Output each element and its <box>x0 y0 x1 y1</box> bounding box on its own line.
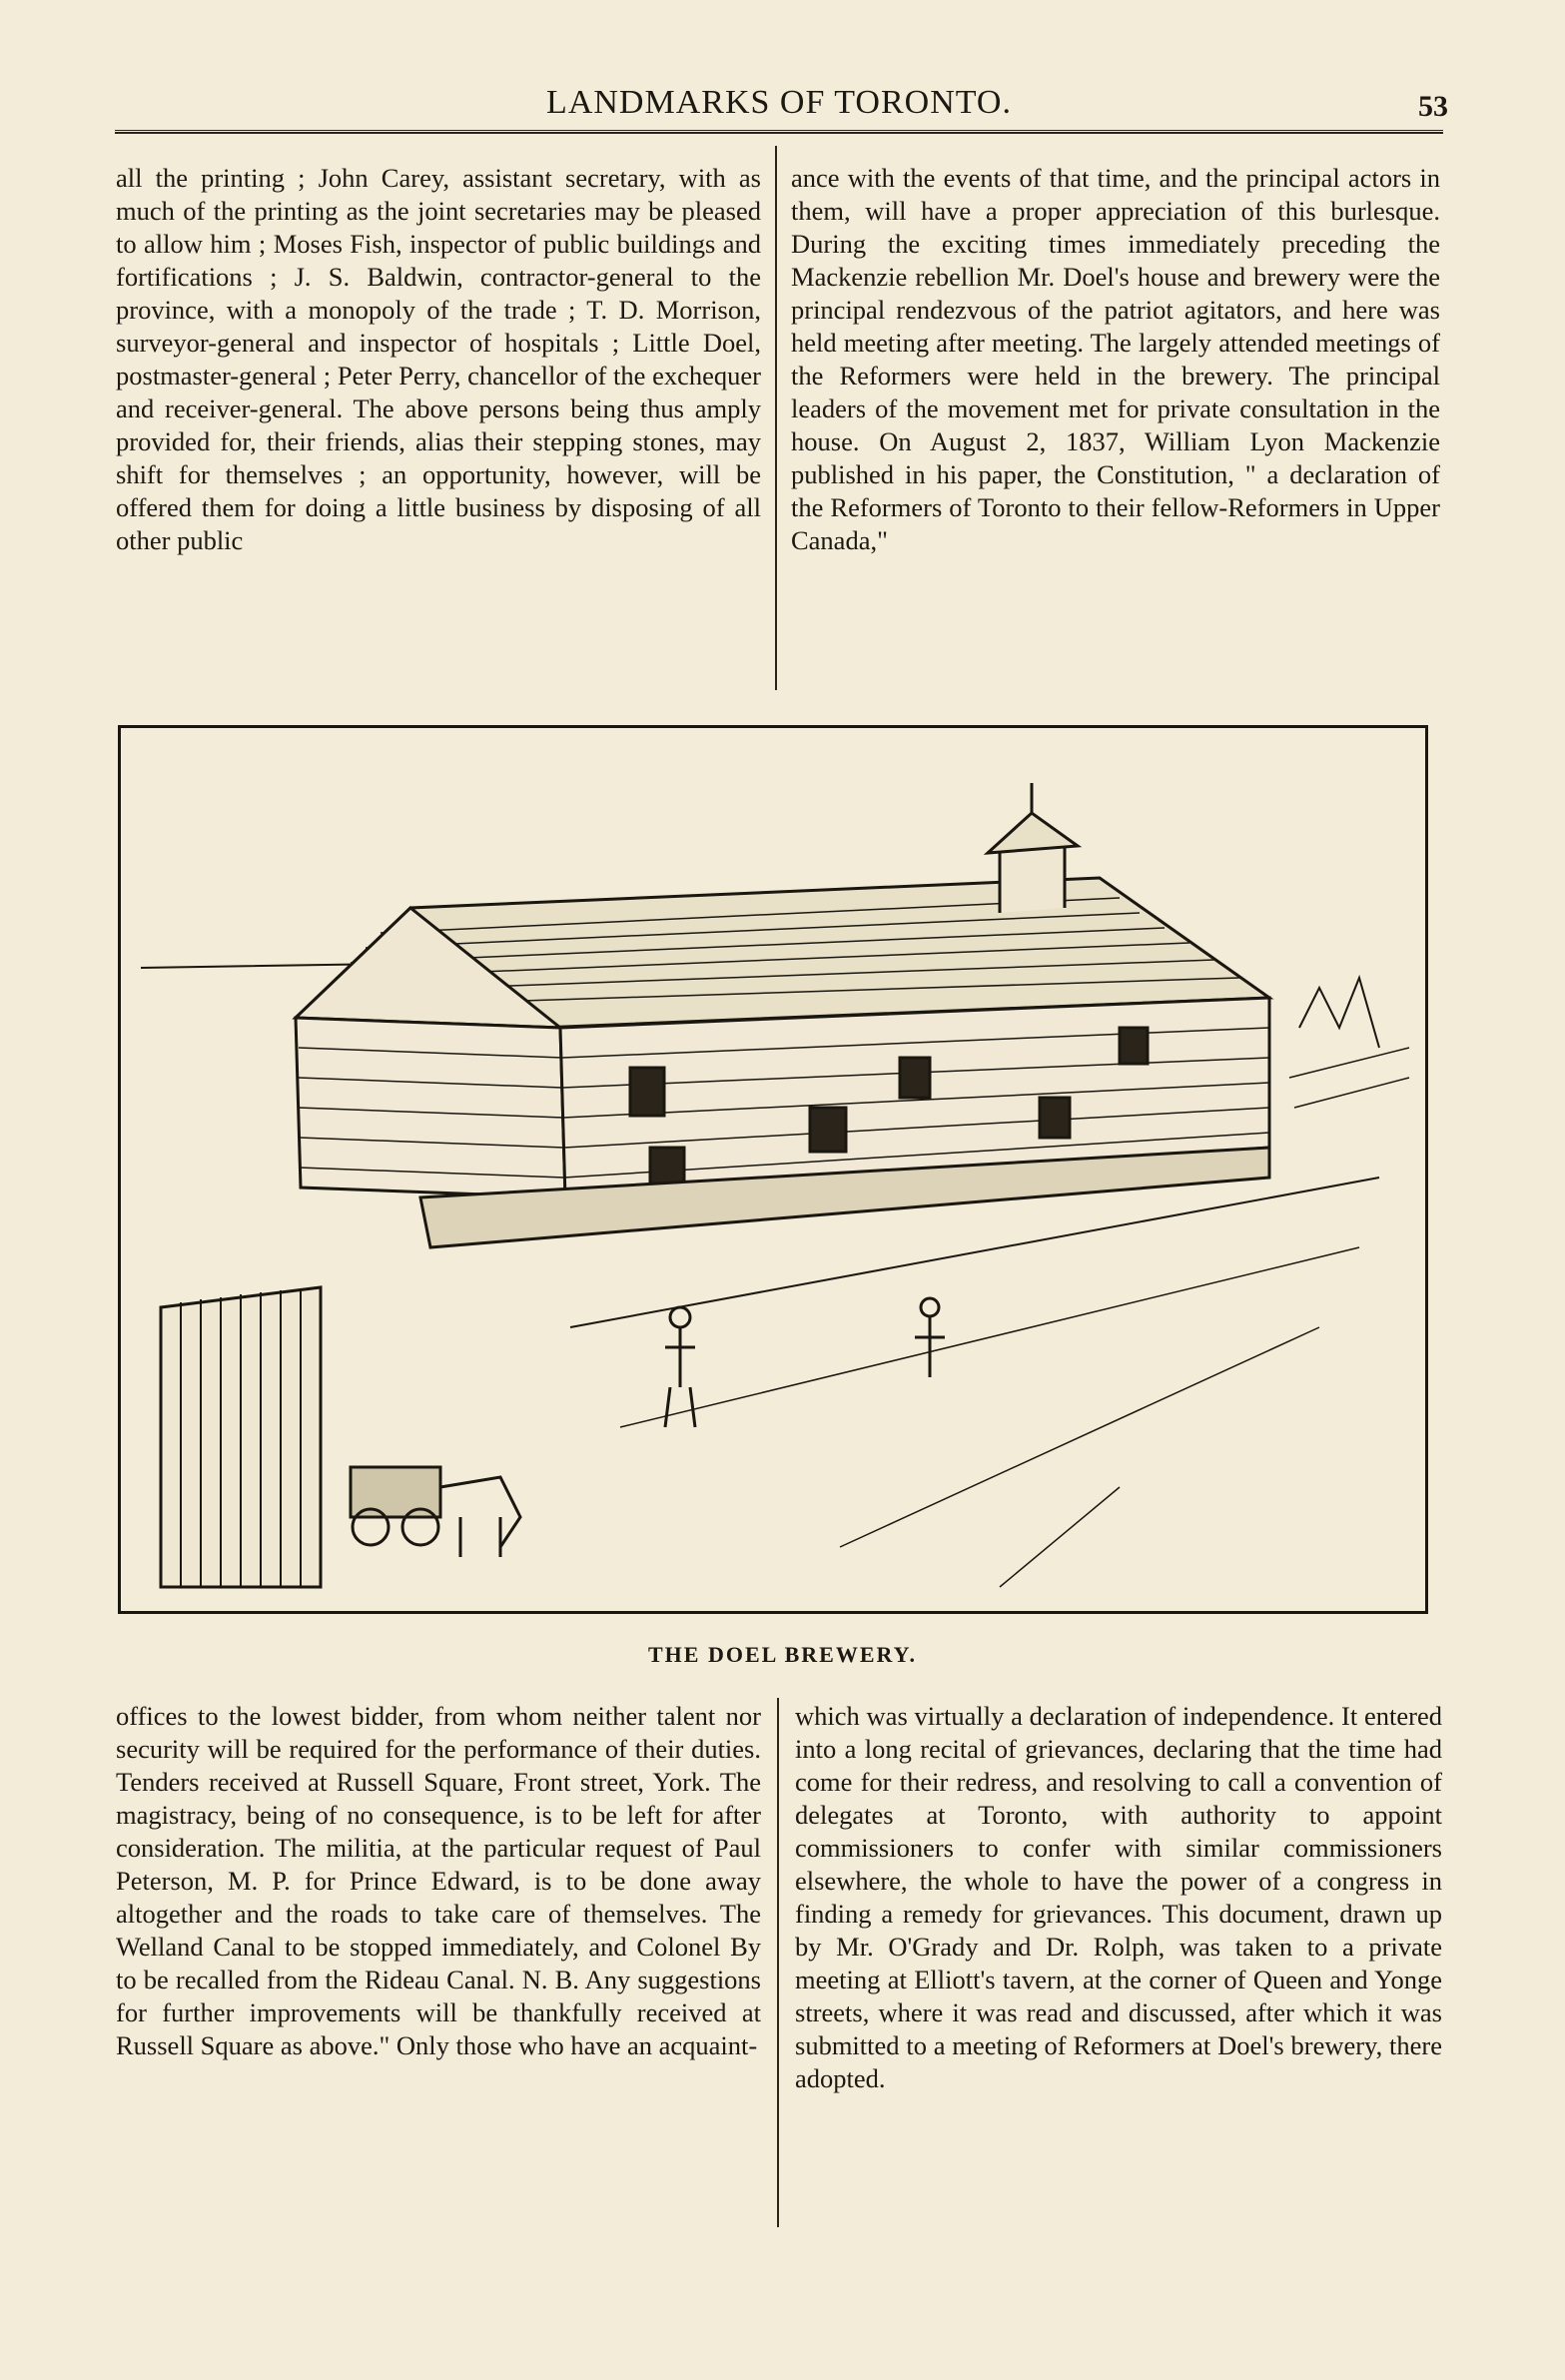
page-number: 53 <box>1418 90 1448 123</box>
figure-caption: THE DOEL BREWERY. <box>648 1642 917 1667</box>
page-header <box>110 84 1448 134</box>
text-column-bottom-left: offices to the lowest bidder, from whom neither talent nor security will be required for the performance of their duties. Tenders received at Russell Square, Front street, York. The magistracy, being of no consequence, is to be left for after consideration. The militia, at the particular request of Paul Peterson, M. P. for Prince Edward, is to be done away altogether and the roads to take care of themselves. The Welland Canal to be stopped immediately, and Colonel By to be recalled from the Rideau Canal. N. B. Any suggestions for further improvements will be thankfully received at Russell Square as above." Only those who have an acquaint- <box>116 1701 761 2060</box>
brewery-illustration <box>118 725 1428 1614</box>
text-column-top-left: all the printing ; John Carey, assistant secretary, with as much of the printing as the joint secretaries may be pleased to allow him ; Moses Fish, inspector of public buildings and fortifications ; J. S. Baldwin, contractor-general to the province, with a monopoly of the trade ; T. D. Morrison, surveyor-general and inspector of hospitals ; Little Doel, postmaster-general ; Peter Perry, chancellor of the exchequer and receiver-general. The above persons being thus amply provided for, their friends, alias their stepping stones, may shift for themselves ; an opportunity, however, will be offered them for doing a little business by disposing of all other public <box>116 163 761 555</box>
brewery-engraving <box>121 728 1425 1611</box>
text-column-bottom-right: which was virtually a declaration of independence. It entered into a long recital of grievances, declaring that the time had come for their redress, and resolving to call a convention of delegates at Toronto, with authority to appoint commissioners to confer with similar commissioners elsewhere, the whole to have the power of a congress in finding a remedy for grievances. This document, drawn up by Mr. O'Grady and Dr. Rolph, was taken to a private meeting at Elliott's tavern, at the corner of Queen and Yonge streets, where it was read and discussed, after which it was submitted to a meeting of Reformers at Doel's brewery, there adopted. <box>795 1701 1442 2093</box>
column-divider-top <box>775 146 777 690</box>
header-rule <box>115 130 1443 134</box>
text-column-top-right: ance with the events of that time, and the principal actors in them, will have a proper appreciation of this burlesque. During the exciting times immediately preceding the Mackenzie rebellion Mr. Doel's house and brewery were the principal rendezvous of the patriot agitators, and here was held meeting after meeting. The largely attended meetings of the Reformers were held in the brewery. The principal leaders of the movement met for private consultation in the house. On August 2, 1837, William Lyon Mackenzie published in his paper, the Constitution, " a declaration of the Reformers of Toronto to their fellow-Reformers in Upper Canada," <box>791 163 1440 555</box>
column-divider-bottom <box>777 1698 779 2227</box>
running-title: LANDMARKS OF TORONTO. <box>546 84 1012 121</box>
